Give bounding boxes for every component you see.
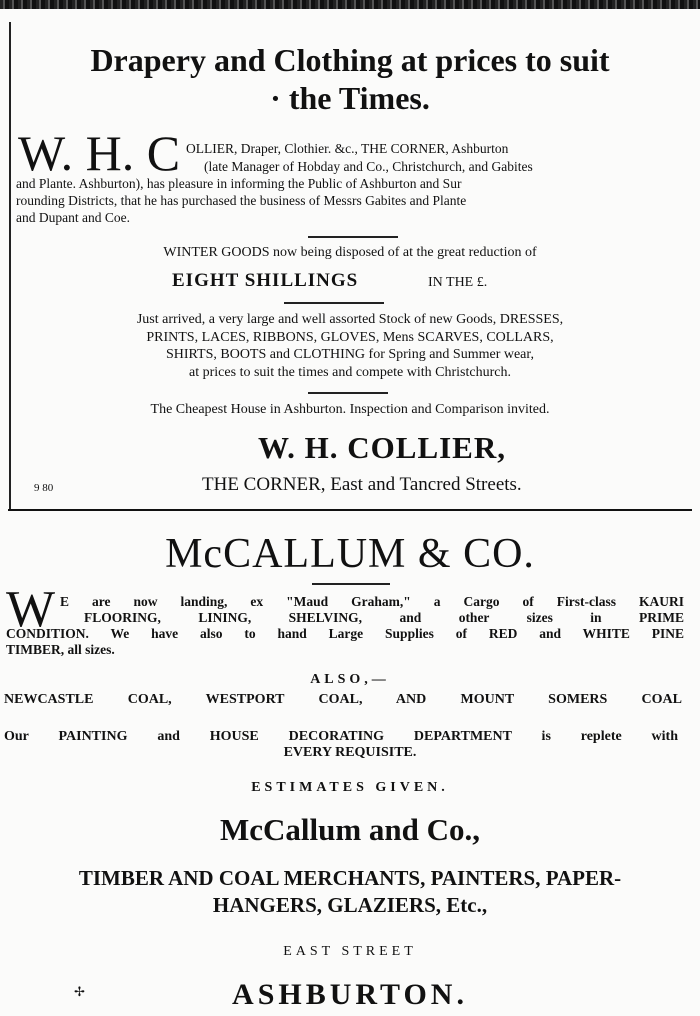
mccallum-para-line2: FLOORING, LINING, SHELVING, and other sizes in PRIME bbox=[84, 610, 684, 625]
divider bbox=[284, 302, 384, 304]
mccallum-para-line4: TIMBER, all sizes. bbox=[6, 642, 115, 657]
mccallum-name-line: McCallum and Co., bbox=[219, 812, 481, 847]
collier-arrived-line4: at prices to suit the times and compete with Christchurch. bbox=[189, 365, 511, 380]
mccallum-dropcap: W bbox=[6, 581, 56, 638]
mccallum-trades-line1: TIMBER AND COAL MERCHANTS, PAINTERS, PAPER- bbox=[78, 866, 622, 890]
collier-headline-line2: · the Times. bbox=[270, 80, 430, 116]
mccallum-para-line1: E are now landing, ex "Maud Graham," a Cargo of First-class KAURI bbox=[60, 594, 684, 609]
collier-headline-line1: Drapery and Clothing at prices to suit bbox=[90, 42, 610, 78]
mccallum-painting-line2: EVERY REQUISITE. bbox=[283, 745, 417, 760]
mccallum-para-line3: CONDITION. We have also to hand Large Supplies of RED and WHITE PINE bbox=[6, 626, 684, 641]
collier-intro-line5: and Dupant and Coe. bbox=[16, 210, 130, 225]
collier-intro-line3: and Plante. Ashburton), has pleasure in informing the Public of Ashburton and Sur bbox=[16, 176, 462, 191]
mccallum-trades-line2: HANGERS, GLAZIERS, Etc., bbox=[212, 893, 488, 917]
collier-eight-shillings: EIGHT SHILLINGS bbox=[172, 270, 359, 291]
collier-address: THE CORNER, East and Tancred Streets. bbox=[202, 474, 522, 495]
collier-winter-goods: WINTER GOODS now being disposed of at the great reduction of bbox=[163, 245, 537, 260]
collier-signature: W. H. COLLIER, bbox=[258, 430, 506, 465]
divider bbox=[308, 236, 398, 238]
collier-arrived-line2: PRINTS, LACES, RIBBONS, GLOVES, Mens SCARVES, COLLARS, bbox=[146, 330, 554, 345]
collier-intro-line2: (late Manager of Hobday and Co., Christchurch, and Gabites bbox=[204, 159, 533, 174]
mccallum-street: EAST STREET bbox=[283, 944, 417, 959]
mccallum-coal-line: NEWCASTLE COAL, WESTPORT COAL, AND MOUNT SOMERS COAL bbox=[4, 692, 682, 707]
mccallum-town: ASHBURTON. bbox=[232, 978, 468, 1011]
collier-dropcap: W. H. C bbox=[18, 125, 181, 181]
collier-in-the-pound: IN THE £. bbox=[428, 275, 488, 290]
mccallum-title: McCALLUM & CO. bbox=[165, 531, 535, 577]
ornament-mark: ✢ bbox=[74, 984, 85, 999]
collier-cheapest: The Cheapest House in Ashburton. Inspection and Comparison invited. bbox=[150, 402, 550, 417]
collier-intro-line4: rounding Districts, that he has purchased the business of Messrs Gabites and Plante bbox=[16, 193, 467, 208]
collier-arrived-line3: SHIRTS, BOOTS and CLOTHING for Spring and Summer wear, bbox=[165, 347, 534, 362]
mccallum-painting-line1: Our PAINTING and HOUSE DECORATING DEPARTMENT is replete with bbox=[4, 729, 678, 744]
collier-arrived-line1: Just arrived, a very large and well assorted Stock of new Goods, DRESSES, bbox=[136, 312, 564, 327]
section-separator bbox=[8, 509, 692, 511]
mccallum-also: ALSO,— bbox=[310, 672, 390, 687]
mccallum-estimates: ESTIMATES GIVEN. bbox=[251, 780, 449, 795]
divider bbox=[312, 583, 390, 585]
top-border-band bbox=[0, 0, 700, 9]
collier-ref-code: 9 80 bbox=[34, 482, 54, 494]
divider bbox=[308, 392, 388, 394]
collier-intro-line1: OLLIER, Draper, Clothier. &c., THE CORNER, Ashburton bbox=[186, 141, 509, 156]
